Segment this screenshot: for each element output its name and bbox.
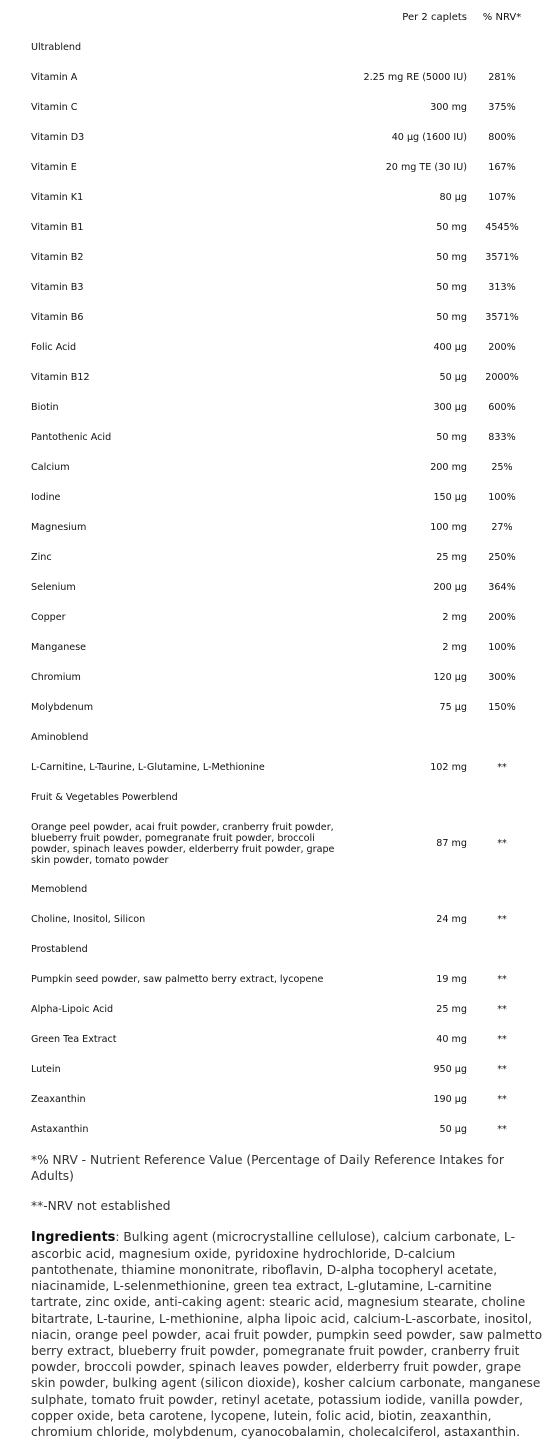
nutrient-name: Calcium: [31, 461, 70, 473]
table-row: [24, 92, 536, 122]
nutrient-amount: 2.25 mg RE (5000 IU): [363, 71, 467, 83]
nutrient-name: Pumpkin seed powder, saw palmetto berry extract, lycopene: [31, 973, 324, 985]
nutrient-name: Alpha-Lipoic Acid: [31, 1003, 114, 1015]
nutrient-nrv: 375%: [488, 101, 516, 113]
nutrient-name: Folic Acid: [31, 341, 77, 353]
nutrient-amount: 300 µg: [433, 401, 467, 413]
nutrient-amount: 87 mg: [436, 837, 467, 849]
nutrient-nrv: **: [497, 1093, 507, 1105]
ingredients-paragraph: [31, 1229, 543, 1441]
nutrient-amount: 50 mg: [436, 431, 467, 443]
nutrient-nrv: 2000%: [485, 371, 519, 383]
table-row: [24, 1084, 536, 1114]
header-blank: [24, 2, 338, 32]
nutrient-amount: 25 mg: [436, 1003, 467, 1015]
table-row: [24, 392, 536, 422]
nutrient-amount: 50 µg: [439, 1123, 467, 1135]
nutrient-name: Prostablend: [31, 943, 88, 955]
nutrient-name: Selenium: [31, 581, 76, 593]
table-row: [24, 452, 536, 482]
nutrient-amount: 300 mg: [430, 101, 467, 113]
nutrient-amount: 40 mg: [436, 1033, 467, 1045]
nutrient-amount: 100 mg: [430, 521, 467, 533]
nutrient-nrv: 281%: [488, 71, 516, 83]
nutrient-name: Vitamin B1: [31, 221, 84, 233]
nutrient-amount: 2 mg: [442, 611, 467, 623]
table-header-row: [24, 2, 536, 32]
nutrient-name: Ultrablend: [31, 41, 82, 53]
nutrient-nrv: 167%: [488, 161, 516, 173]
nutrient-nrv: 25%: [491, 461, 513, 473]
nutrient-amount: 150 µg: [433, 491, 467, 503]
header-per-serving: Per 2 caplets: [402, 11, 467, 23]
nutrient-nrv: **: [497, 837, 507, 849]
nutrient-nrv: 100%: [488, 641, 516, 653]
nutrient-nrv: 313%: [488, 281, 516, 293]
ingredients-label: Ingredients: [31, 1229, 116, 1245]
nutrient-name: Biotin: [31, 401, 59, 413]
table-row: [24, 1024, 536, 1054]
nutrient-name: Molybdenum: [31, 701, 94, 713]
table-row: [24, 874, 536, 904]
table-row: [24, 1054, 536, 1084]
nutrient-amount: 102 mg: [430, 761, 467, 773]
table-row: [24, 632, 536, 662]
nutrient-nrv: **: [497, 1123, 507, 1135]
table-row: [24, 62, 536, 92]
nutrient-amount: 40 µg (1600 IU): [391, 131, 467, 143]
table-row: [24, 302, 536, 332]
table-row: [24, 422, 536, 452]
nutrient-nrv: 3571%: [485, 251, 519, 263]
table-row: [24, 904, 536, 934]
nrv-footnote: *% NRV - Nutrient Reference Value (Percentage of Daily Reference Intakes for Adults): [31, 1153, 504, 1184]
nutrient-nrv: 250%: [488, 551, 516, 563]
table-row: [24, 934, 536, 964]
nutrition-table-body: [24, 32, 536, 1144]
nutrient-nrv: 600%: [488, 401, 516, 413]
nutrient-name: Choline, Inositol, Silicon: [31, 913, 146, 925]
nutrient-amount: 200 µg: [433, 581, 467, 593]
nutrient-nrv: [468, 934, 536, 964]
nutrient-name: Orange peel powder, acai fruit powder, cranberry fruit powder, blueberry fruit powder, pomegranate fruit powder, broccoli powder, spinach leaves powder, elderberry fruit powder, grape skin powder, tomato powder: [31, 822, 335, 866]
nutrient-amount: 50 mg: [436, 281, 467, 293]
nutrient-name: Vitamin C: [31, 101, 78, 113]
nutrient-nrv: 800%: [488, 131, 516, 143]
table-row: [24, 692, 536, 722]
nutrition-table: [24, 2, 536, 1144]
nutrient-name: Aminoblend: [31, 731, 89, 743]
nutrient-nrv: **: [497, 761, 507, 773]
nutrient-name: Vitamin B12: [31, 371, 90, 383]
table-row: [24, 512, 536, 542]
nutrient-name: Iodine: [31, 491, 61, 503]
table-row: [24, 752, 536, 782]
nutrient-nrv: [468, 722, 536, 752]
nutrient-amount: 80 µg: [439, 191, 467, 203]
nutrient-amount: 950 µg: [433, 1063, 467, 1075]
nutrient-amount: 20 mg TE (30 IU): [385, 161, 467, 173]
nutrient-nrv: 3571%: [485, 311, 519, 323]
table-row: [24, 964, 536, 994]
nutrient-nrv: **: [497, 913, 507, 925]
nutrient-amount: 25 mg: [436, 551, 467, 563]
table-row: [24, 542, 536, 572]
nutrient-amount: [338, 874, 468, 904]
nutrient-name: Pantothenic Acid: [31, 431, 112, 443]
nutrient-name: L-Carnitine, L-Taurine, L-Glutamine, L-Methionine: [31, 761, 265, 773]
nutrient-name: Chromium: [31, 671, 81, 683]
nutrient-amount: 50 mg: [436, 251, 467, 263]
table-row: [24, 572, 536, 602]
nutrient-nrv: 200%: [488, 611, 516, 623]
nutrient-name: Astaxanthin: [31, 1123, 89, 1135]
nutrient-amount: 50 mg: [436, 311, 467, 323]
nutrient-nrv: [468, 782, 536, 812]
nutrient-name: Memoblend: [31, 883, 88, 895]
nutrient-amount: 190 µg: [433, 1093, 467, 1105]
header-nrv: % NRV*: [482, 11, 522, 23]
table-row: [24, 32, 536, 62]
nutrient-amount: [338, 934, 468, 964]
table-row: [24, 182, 536, 212]
table-row: [24, 662, 536, 692]
nutrient-amount: 24 mg: [436, 913, 467, 925]
nutrient-name: Magnesium: [31, 521, 87, 533]
nutrient-nrv: 100%: [488, 491, 516, 503]
notes-section: [31, 1152, 543, 1440]
nutrient-amount: 400 µg: [433, 341, 467, 353]
nutrient-nrv: **: [497, 1063, 507, 1075]
nutrient-name: Lutein: [31, 1063, 61, 1075]
nutrient-nrv: **: [497, 1003, 507, 1015]
nutrient-amount: [338, 722, 468, 752]
nutrient-nrv: [468, 874, 536, 904]
nutrient-amount: [338, 32, 468, 62]
nutrient-name: Fruit & Vegetables Powerblend: [31, 791, 178, 803]
nutrient-name: Vitamin K1: [31, 191, 84, 203]
table-row: [24, 722, 536, 752]
nutrient-name: Vitamin B3: [31, 281, 84, 293]
nutrient-nrv: [468, 32, 536, 62]
nutrient-nrv: 107%: [488, 191, 516, 203]
nutrient-name: Vitamin B6: [31, 311, 84, 323]
table-row: [24, 482, 536, 512]
nutrient-nrv: 4545%: [485, 221, 519, 233]
nutrient-name: Vitamin B2: [31, 251, 84, 263]
table-row: [24, 1114, 536, 1144]
table-row: [24, 332, 536, 362]
nutrient-nrv: 200%: [488, 341, 516, 353]
nutrient-nrv: **: [497, 973, 507, 985]
table-row: [24, 812, 536, 874]
nutrient-amount: 50 mg: [436, 221, 467, 233]
table-row: [24, 272, 536, 302]
nrv-not-established-note: **-NRV not established: [31, 1199, 171, 1214]
nutrient-nrv: 27%: [491, 521, 513, 533]
nutrient-name: Zinc: [31, 551, 52, 563]
nutrient-amount: 19 mg: [436, 973, 467, 985]
ingredients-text: : Bulking agent (microcrystalline cellulose), calcium carbonate, L-ascorbic acid, magnesium oxide, pyridoxine hydrochloride, D-calcium pantothenate, thiamine mononitrate, riboflavin, D-alpha tocopheryl acetate, niacinamide, L-selenmethionine, green tea extract, L-glutamine, L-carnitine tartrate, zinc oxide, anti-caking agent: stearic acid, magnesium stearate, choline bitartrate, L-taurine, L-methionine, alpha lipoic acid, calcium-L-ascorbate, inositol, niacin, orange peel powder, acai fruit powder, pumpkin seed powder, saw palmetto berry extract, blueberry fruit powder, pomegranate fruit powder, cranberry fruit powder, broccoli powder, spinach leaves powder, elderberry fruit powder, grape skin powder, bulking agent (silicon dioxide), kosher calcium carbonate, manganese sulphate, tomato fruit powder, retinyl acetate, potassium iodide, vanilla powder, copper oxide, beta carotene, lycopene, lutein, folic acid, biotin, zeaxanthin, chromium chloride, molybdenum, cyanocobalamin, cholecalciferol, astaxanthin.: [31, 1229, 543, 1440]
nutrient-name: Vitamin A: [31, 71, 78, 83]
table-row: [24, 242, 536, 272]
nutrient-amount: 75 µg: [439, 701, 467, 713]
nutrient-nrv: 364%: [488, 581, 516, 593]
table-row: [24, 212, 536, 242]
nutrient-name: Vitamin D3: [31, 131, 85, 143]
nutrient-name: Manganese: [31, 641, 87, 653]
table-row: [24, 152, 536, 182]
nutrient-amount: 200 mg: [430, 461, 467, 473]
nutrient-name: Zeaxanthin: [31, 1093, 86, 1105]
nutrient-name: Copper: [31, 611, 66, 623]
nutrient-amount: 120 µg: [433, 671, 467, 683]
table-row: [24, 782, 536, 812]
nutrient-nrv: 833%: [488, 431, 516, 443]
nutrient-name: Vitamin E: [31, 161, 77, 173]
nutrient-nrv: **: [497, 1033, 507, 1045]
nutrient-name: Green Tea Extract: [31, 1033, 117, 1045]
nutrient-amount: 50 µg: [439, 371, 467, 383]
table-row: [24, 994, 536, 1024]
nutrient-nrv: 150%: [488, 701, 516, 713]
table-row: [24, 362, 536, 392]
table-row: [24, 122, 536, 152]
nutrient-amount: [338, 782, 468, 812]
nutrient-amount: 2 mg: [442, 641, 467, 653]
nutrient-nrv: 300%: [488, 671, 516, 683]
table-row: [24, 602, 536, 632]
